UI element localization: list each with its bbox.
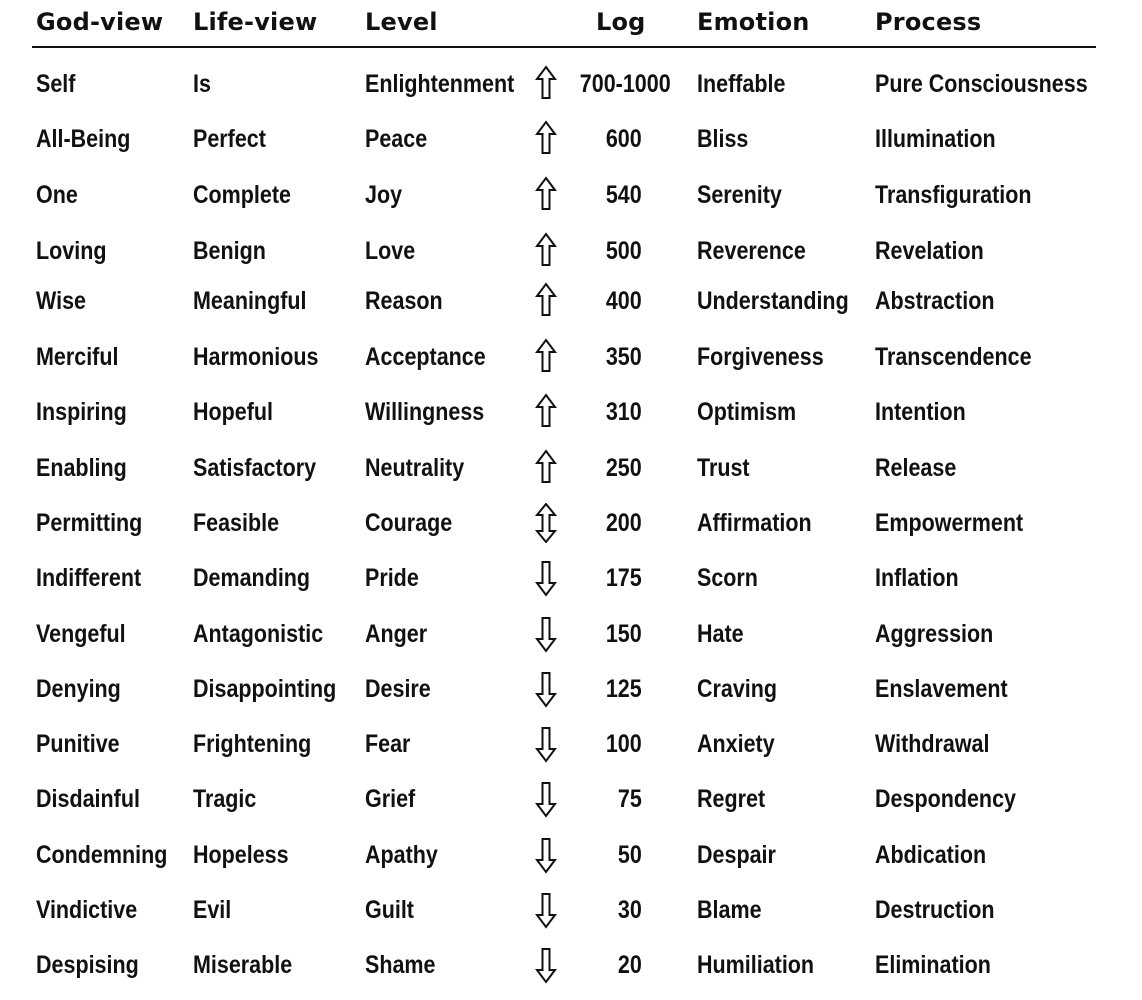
cell-log: 250 [606,454,642,482]
cell-level: Guilt [365,896,414,924]
cell-level: Desire [365,675,431,703]
cell-process: Abdication [875,841,987,869]
cell-life-view: Meaningful [193,287,307,315]
cell-level: Pride [365,564,419,592]
cell-level: Anger [365,620,428,648]
cell-level: Courage [365,509,453,537]
cell-process: Elimination [875,951,991,979]
cell-god-view: Vindictive [36,896,138,924]
cell-emotion: Affirmation [697,509,812,537]
cell-level: Love [365,237,416,265]
cell-log: 175 [606,564,642,592]
cell-emotion: Serenity [697,181,782,209]
cell-god-view: Permitting [36,509,143,537]
cell-log: 500 [606,237,642,265]
cell-process: Empowerment [875,509,1024,537]
cell-god-view: Enabling [36,454,127,482]
up-arrow-icon [530,64,562,104]
cell-life-view: Frightening [193,730,312,758]
cell-level: Neutrality [365,454,465,482]
cell-life-view: Evil [193,896,232,924]
cell-emotion: Ineffable [697,70,786,98]
cell-life-view: Hopeless [193,841,289,869]
table-header [0,0,1142,46]
cell-process: Illumination [875,125,996,153]
cell-process: Despondency [875,785,1016,813]
table-row [0,614,1142,654]
cell-god-view: Condemning [36,841,168,869]
cell-emotion: Craving [697,675,778,703]
up-arrow-icon [530,175,562,215]
table-row [0,503,1142,543]
cell-god-view: Denying [36,675,121,703]
cell-log: 350 [606,343,642,371]
cell-log: 150 [606,620,642,648]
cell-life-view: Benign [193,237,266,265]
cell-god-view: Punitive [36,730,120,758]
cell-level: Fear [365,730,411,758]
cell-god-view: Loving [36,237,107,265]
cell-god-view: Disdainful [36,785,140,813]
down-arrow-icon [530,669,562,709]
cell-process: Release [875,454,957,482]
table-row [0,945,1142,985]
cell-level: Apathy [365,841,438,869]
cell-god-view: Wise [36,287,87,315]
table-row [0,64,1142,104]
cell-life-view: Tragic [193,785,257,813]
table-row [0,835,1142,875]
cell-log: 125 [606,675,642,703]
cell-emotion: Understanding [697,287,849,315]
cell-log: 540 [606,181,642,209]
cell-life-view: Feasible [193,509,280,537]
down-arrow-icon [530,945,562,985]
cell-log: 700-1000 [580,70,671,98]
cell-emotion: Hate [697,620,744,648]
table-row [0,558,1142,598]
cell-process: Transfiguration [875,181,1032,209]
cell-level: Enlightenment [365,70,515,98]
up-arrow-icon [530,231,562,271]
cell-god-view: One [36,181,78,209]
cell-god-view: Self [36,70,76,98]
cell-level: Reason [365,287,443,315]
table-row [0,779,1142,819]
header-god-view: God-view [36,8,164,36]
cell-process: Pure Consciousness [875,70,1088,98]
cell-god-view: Indifferent [36,564,142,592]
cell-life-view: Hopeful [193,398,274,426]
down-arrow-icon [530,779,562,819]
cell-life-view: Demanding [193,564,311,592]
cell-process: Abstraction [875,287,995,315]
cell-log: 310 [606,398,642,426]
cell-god-view: All-Being [36,125,131,153]
header-divider [32,46,1096,48]
header-process: Process [875,8,982,36]
header-life-view: Life-view [193,8,318,36]
cell-log: 600 [606,125,642,153]
down-arrow-icon [530,558,562,598]
down-arrow-icon [530,614,562,654]
cell-process: Revelation [875,237,984,265]
cell-life-view: Perfect [193,125,266,153]
cell-process: Intention [875,398,966,426]
cell-process: Enslavement [875,675,1008,703]
up-arrow-icon [530,337,562,377]
cell-life-view: Complete [193,181,291,209]
cell-log: 50 [618,841,642,869]
cell-emotion: Regret [697,785,766,813]
cell-life-view: Disappointing [193,675,337,703]
up-arrow-icon [530,392,562,432]
cell-level: Peace [365,125,428,153]
cell-log: 75 [618,785,642,813]
cell-life-view: Harmonious [193,343,319,371]
down-arrow-icon [530,835,562,875]
cell-god-view: Vengeful [36,620,126,648]
cell-log: 400 [606,287,642,315]
header-log: Log [596,8,646,36]
cell-emotion: Despair [697,841,776,869]
cell-level: Joy [365,181,403,209]
cell-emotion: Anxiety [697,730,775,758]
table-row [0,392,1142,432]
up-arrow-icon [530,119,562,159]
table-row [0,231,1142,271]
cell-level: Willingness [365,398,485,426]
cell-emotion: Reverence [697,237,806,265]
cell-emotion: Humiliation [697,951,815,979]
cell-life-view: Antagonistic [193,620,324,648]
cell-process: Transcendence [875,343,1032,371]
cell-process: Aggression [875,620,994,648]
down-arrow-icon [530,724,562,764]
up-arrow-icon [530,448,562,488]
cell-level: Acceptance [365,343,486,371]
cell-life-view: Satisfactory [193,454,317,482]
cell-level: Grief [365,785,416,813]
table-row [0,890,1142,930]
cell-log: 200 [606,509,642,537]
table-row [0,281,1142,321]
cell-emotion: Blame [697,896,762,924]
table-row [0,337,1142,377]
cell-process: Withdrawal [875,730,990,758]
cell-emotion: Forgiveness [697,343,824,371]
cell-emotion: Bliss [697,125,749,153]
down-arrow-icon [530,890,562,930]
cell-level: Shame [365,951,436,979]
table-row [0,175,1142,215]
header-level: Level [365,8,438,36]
cell-life-view: Miserable [193,951,293,979]
cell-process: Inflation [875,564,959,592]
cell-emotion: Trust [697,454,750,482]
cell-emotion: Scorn [697,564,758,592]
cell-log: 100 [606,730,642,758]
cell-god-view: Despising [36,951,139,979]
cell-log: 30 [618,896,642,924]
table-row [0,669,1142,709]
table-row [0,448,1142,488]
cell-god-view: Merciful [36,343,119,371]
table-row [0,119,1142,159]
table-row [0,724,1142,764]
up-down-arrow-icon [530,503,562,543]
cell-life-view: Is [193,70,211,98]
cell-emotion: Optimism [697,398,797,426]
cell-log: 20 [618,951,642,979]
up-arrow-icon [530,281,562,321]
cell-god-view: Inspiring [36,398,127,426]
cell-process: Destruction [875,896,995,924]
header-emotion: Emotion [697,8,810,36]
